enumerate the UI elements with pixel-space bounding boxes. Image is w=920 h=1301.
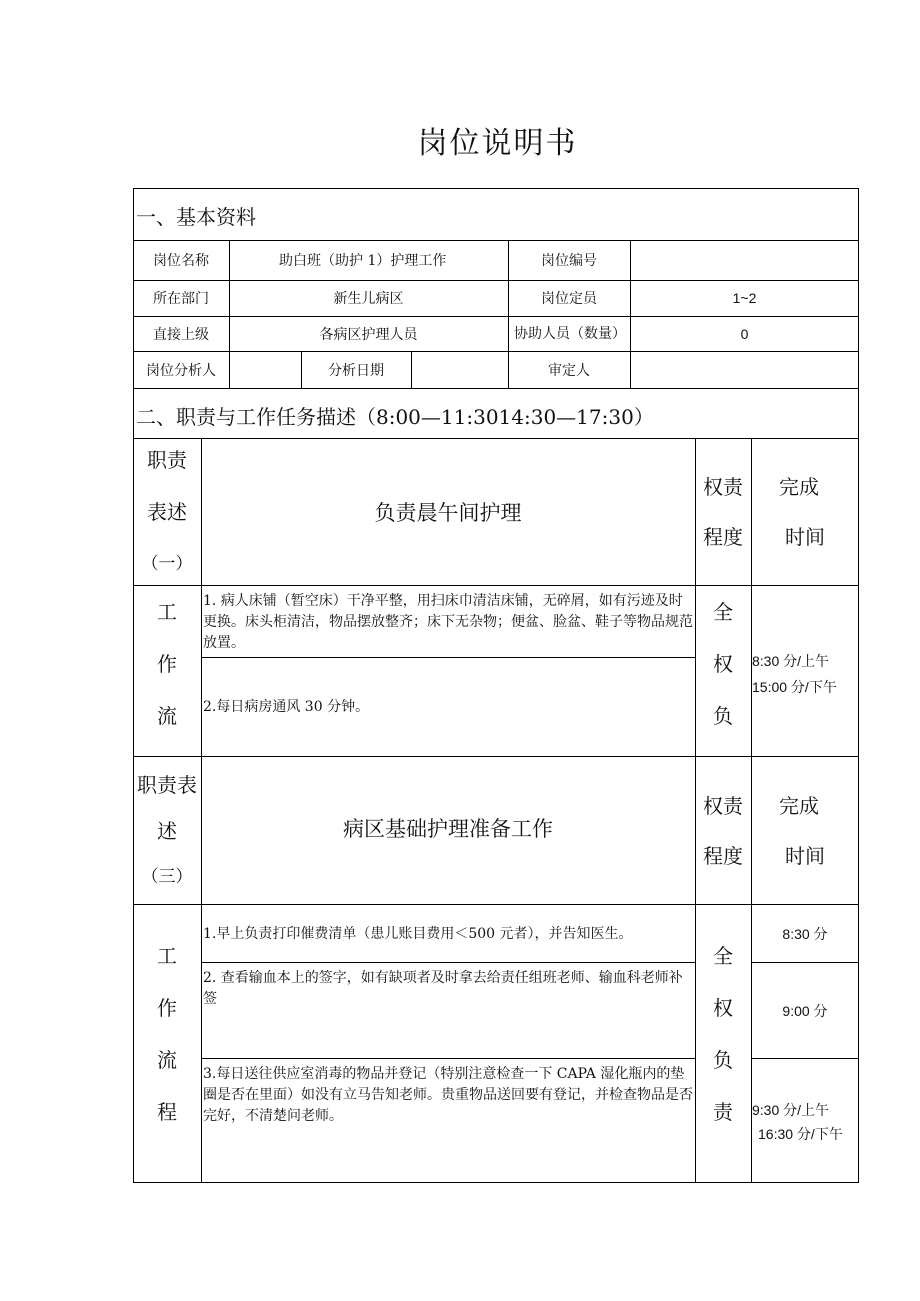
- divider: [201, 1058, 695, 1059]
- duty3-task-2: 2. 查看输血本上的签字，如有缺项者及时拿去给责任组班老师、输血科老师补签: [203, 970, 683, 1007]
- duty1-label-line: （一）: [141, 554, 193, 574]
- duty3-label-line: 职责表: [137, 772, 197, 797]
- time-header-line: 完成: [779, 793, 819, 818]
- time-header-line: 时间: [785, 843, 825, 868]
- value-department: 新生儿病区: [333, 291, 404, 307]
- duty1-task-1: 1. 病人床铺（暂空床）干净平整，用扫床巾清洁床铺，无碎屑，如有污迹及时更换。床头柜清洁，物品摆放整齐；床下无杂物；便盆、脸盆、鞋子等物品规范放置。: [203, 593, 693, 651]
- duty3-authority-header: [695, 757, 751, 904]
- label-analysis-date: 分析日期: [328, 361, 384, 378]
- time-value: 15:00 分/下午: [752, 679, 837, 695]
- authority-header-line: 权责: [703, 793, 743, 818]
- value-analysis-date: [411, 351, 508, 388]
- workflow-char: 程: [157, 1099, 177, 1124]
- duty1-times: [752, 648, 858, 700]
- label-approver: 审定人: [548, 361, 590, 378]
- time-value: 9:30 分/上午: [752, 1102, 830, 1118]
- authority-char: 权: [713, 995, 733, 1020]
- duty1-workflow-label: [133, 586, 201, 756]
- label-position-code: 岗位编号: [541, 252, 597, 268]
- workflow-char: 流: [157, 1047, 177, 1072]
- authority-header-line: 程度: [703, 843, 743, 868]
- value-analyst: [229, 351, 301, 388]
- authority-header-line: 权责: [703, 475, 743, 499]
- duty3-task-3: 3.每日送往供应室消毒的物品并登记（特别注意检查一下 CAPA 湿化瓶内的垫圈是否在里面）如没有立马告知老师。贵重物品送回要有登记，并检查物品是否完好，不清楚问老师。: [203, 1066, 693, 1124]
- duty3-label-line: （三）: [141, 866, 193, 887]
- label-assistants: 协助人员（数量）: [514, 325, 626, 341]
- authority-char: 负: [713, 704, 733, 728]
- authority-char: 权: [713, 652, 733, 676]
- page-title: 岗位说明书: [417, 126, 578, 161]
- workflow-char: 工: [157, 600, 177, 624]
- duty3-time-3: [752, 1098, 858, 1146]
- duty3-label: [133, 757, 201, 904]
- section-duties-heading: 二、职责与工作任务描述（8:00—11:3014:30—17:30）: [136, 405, 654, 429]
- time-value: 16:30 分/下午: [758, 1126, 843, 1142]
- duty1-title: 负责晨午间护理: [374, 501, 522, 525]
- label-position-name: 岗位名称: [153, 252, 209, 268]
- authority-char: 全: [713, 943, 733, 968]
- value-position-code: [630, 240, 859, 280]
- value-approver: [630, 351, 859, 388]
- value-headcount: 1~2: [732, 290, 757, 306]
- value-direct-superior: 各病区护理人员: [319, 326, 418, 343]
- duty3-time-header: [751, 757, 859, 904]
- workflow-char: 作: [157, 995, 177, 1020]
- duty1-authority-header: [695, 439, 751, 585]
- label-analyst: 岗位分析人: [146, 361, 216, 378]
- duty3-time-2: 9:00 分: [782, 1002, 828, 1019]
- duty1-time-header: [751, 439, 859, 585]
- workflow-char: 流: [157, 704, 177, 728]
- divider: [751, 1058, 859, 1059]
- workflow-char: 作: [157, 652, 177, 676]
- section-basic-info-heading: 一、基本资料: [136, 205, 256, 229]
- duty3-label-line: 述: [157, 818, 177, 843]
- duty1-label-line: 表述: [147, 500, 187, 524]
- duty3-authority: [695, 905, 751, 1182]
- workflow-char: 工: [157, 943, 177, 968]
- time-header-line: 时间: [785, 525, 825, 549]
- authority-char: 负: [713, 1047, 733, 1072]
- divider: [133, 388, 859, 389]
- duty3-time-1: 8:30 分: [782, 925, 828, 942]
- duty3-workflow-label: [133, 905, 201, 1182]
- time-header-line: 完成: [779, 475, 819, 499]
- label-headcount: 岗位定员: [541, 290, 597, 306]
- authority-char: 全: [713, 600, 733, 624]
- duty1-label: [133, 439, 201, 585]
- duty1-authority: [695, 586, 751, 756]
- value-position-name: 助白班（助护 1）护理工作: [279, 253, 447, 269]
- authority-char: [713, 742, 733, 756]
- duty3-title: 病区基础护理准备工作: [343, 816, 553, 841]
- duty1-label-line: 职责: [147, 448, 187, 472]
- duty3-task-1: 1.早上负责打印催费清单（患儿账目费用＜500 元者），并告知医生。: [203, 926, 633, 942]
- label-department: 所在部门: [153, 290, 209, 306]
- divider: [201, 657, 695, 658]
- time-value: 8:30 分/上午: [752, 653, 830, 669]
- divider: [201, 962, 695, 963]
- duty1-task-2: 2.每日病房通风 30 分钟。: [203, 699, 370, 715]
- authority-char: 责: [713, 1099, 733, 1124]
- value-assistants: 0: [740, 325, 749, 342]
- label-direct-superior: 直接上级: [153, 325, 209, 342]
- workflow-char: [157, 742, 177, 756]
- authority-header-line: 程度: [703, 525, 743, 549]
